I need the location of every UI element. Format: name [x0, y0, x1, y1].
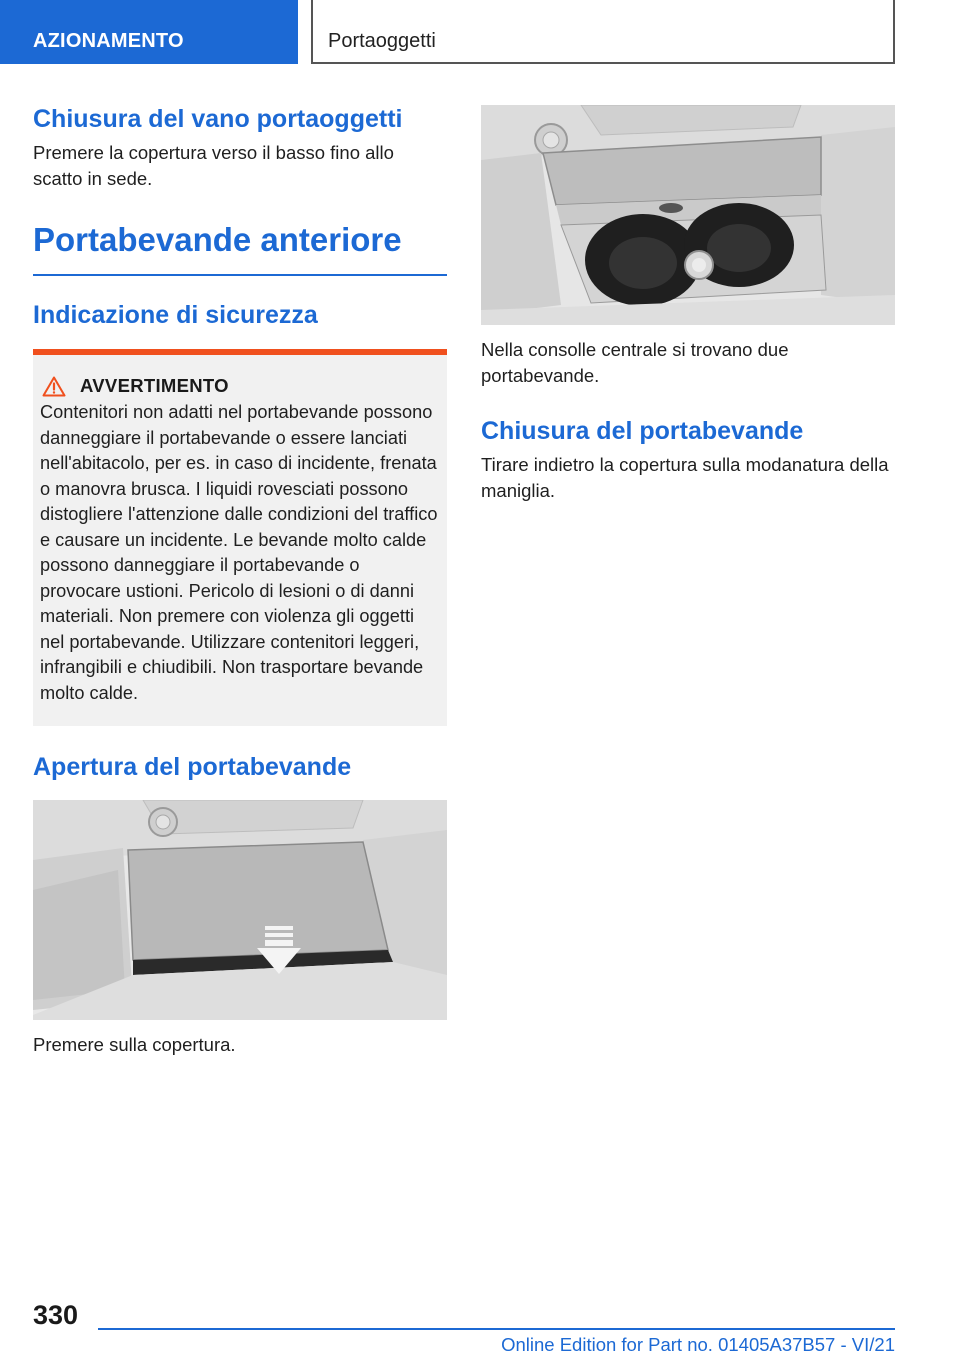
page-number: 330 [33, 1300, 79, 1330]
warning-label: AVVERTIMENTO [80, 375, 229, 396]
warning-box [33, 355, 447, 726]
heading-close-glovebox: Chiusura del vano portaoggetti [33, 105, 403, 133]
caption-opening: Premere sulla copertura. [33, 1034, 236, 1055]
warning-title [40, 375, 439, 397]
topic-tab [311, 0, 895, 64]
right-column [481, 105, 895, 503]
footer-rule [98, 1328, 895, 1330]
heading-safety: Indicazione di sicurezza [33, 301, 318, 329]
figure-closed-cupholder [33, 800, 447, 1020]
left-column [33, 102, 447, 1058]
open-cupholder-illustration [481, 105, 895, 325]
section-tab [0, 0, 298, 64]
heading-closing: Chiusura del portabevande [481, 417, 804, 445]
caption-open-cupholder: Nella consolle centrale si trovano due portabevande. [481, 339, 789, 386]
figure-open-cupholder [481, 105, 895, 325]
warning-text: Contenitori non adatti nel portabevande possono danneggiare il portabevande o essere lanciati nell'abitacolo, per es. in caso di incidente, frenata o manovra brusca. I liquidi rovesciati possono distogliere l'attenzione dalle condizioni del traffico e causare un incidente. Le bevande molto calde possono danneggiare il portabevande o provocare ustioni. Pericolo di lesioni o di danni materiali. Non premere con violenza gli oggetti nel portabevande. Utilizzare contenitori leggeri, infrangibili e chiudibili. Non trasportare bevande molto calde. [40, 402, 438, 703]
text-closing: Tirare indietro la copertura sulla modanatura della maniglia. [481, 454, 889, 501]
warning-block [33, 349, 447, 726]
chapter-title: Portabevande anteriore [33, 221, 402, 258]
closed-cupholder-illustration [33, 800, 447, 1020]
section-label: AZIONAMENTO [33, 30, 184, 52]
topic-label: Portaoggetti [328, 30, 436, 52]
edition-line: Online Edition for Part no. 01405A37B57 - VI/21 [501, 1334, 895, 1355]
heading-opening: Apertura del portabevande [33, 753, 352, 781]
text-close-glovebox: Premere la copertura verso il basso fino allo scatto in sede. [33, 142, 394, 189]
chapter-rule [33, 274, 447, 276]
warning-triangle-icon [42, 376, 66, 397]
